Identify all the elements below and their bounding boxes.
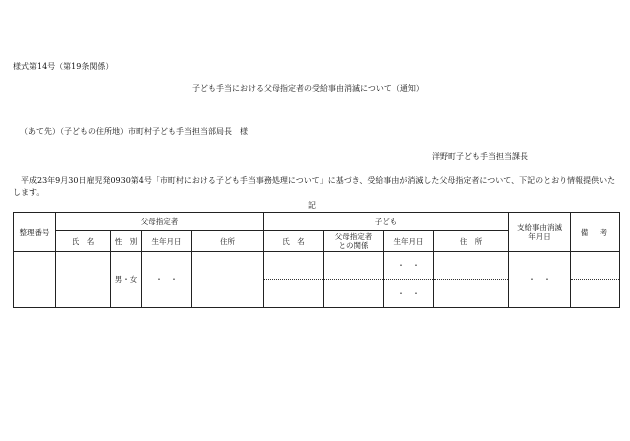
cell-parent-birth: ・ ・ [142,252,192,308]
cell-child-name-1 [264,252,324,280]
cell-child-name-2 [264,280,324,308]
cell-child-birth-2: ・ ・ [384,280,434,308]
cell-remarks-2 [571,280,620,308]
ki-heading: 記 [308,201,316,210]
header-parent-sex: 性 別 [111,231,142,252]
cell-child-address-1 [434,252,509,280]
header-parent-address: 住所 [192,231,264,252]
cell-child-relation-1 [324,252,384,280]
cell-number [14,252,56,308]
header-extinction-date: 支給事由消滅年月日 [509,213,571,252]
notice-table [13,212,620,308]
cell-extinction-date: ・ ・ [509,252,571,308]
cell-parent-address [192,252,264,308]
document-title: 子ども手当における父母指定者の受給事由消滅について（通知） [192,84,424,93]
header-parent-birth: 生年月日 [142,231,192,252]
form-number-label: 様式第14号（第19条関係） [13,62,114,71]
sender-line: 洋野町子ども手当担当課長 [432,152,528,161]
body-paragraph: 平成23年9月30日雇児発0930第4号「市町村における子ども手当事務処理について」に基づき、受給事由が消滅した父母指定者について、下記のとおり情報提供いたします。 [13,176,616,197]
cell-remarks-1 [571,252,620,280]
cell-parent-sex: 男・女 [111,252,142,308]
header-child-relation: 父母指定者との関係 [324,231,384,252]
header-parent-group: 父母指定者 [56,213,264,231]
header-number: 整理番号 [14,213,56,252]
cell-child-relation-2 [324,280,384,308]
addressee-line: （あて先）（子どもの住所地）市町村子ども手当担当部局長 様 [20,127,248,136]
header-child-address: 住 所 [434,231,509,252]
cell-parent-name [56,252,111,308]
header-remarks: 備 考 [571,213,620,252]
header-parent-name: 氏 名 [56,231,111,252]
header-child-name: 氏 名 [264,231,324,252]
header-child-birth: 生年月日 [384,231,434,252]
cell-child-address-2 [434,280,509,308]
cell-child-birth-1: ・ ・ [384,252,434,280]
header-child-group: 子ども [264,213,509,231]
